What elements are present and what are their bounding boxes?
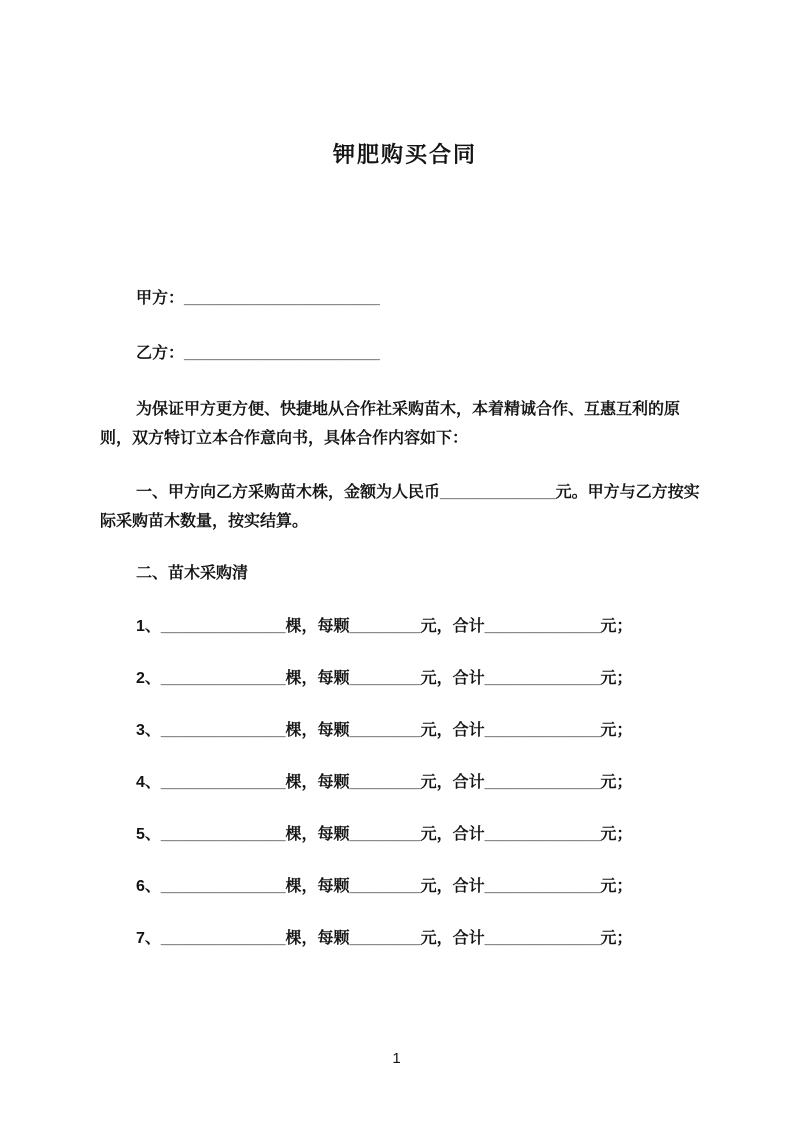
purchase-item-line-4: 4、______________棵，每颗________元，合计_____________元； — [136, 774, 633, 791]
party-b-line — [100, 343, 710, 365]
purchase-item-line-5: 5、______________棵，每颗________元，合计_____________元； — [136, 826, 633, 843]
page-number: 1 — [392, 1050, 401, 1067]
section-2-heading: 二、苗木采购清 — [136, 565, 249, 582]
party-a-line — [100, 288, 710, 310]
party-b-label: 乙方： — [136, 345, 185, 362]
purchase-item-line-1: 1、______________棵，每颗________元，合计_____________元； — [136, 618, 633, 635]
party-a-label: 甲方： — [136, 290, 185, 307]
document-title: 钾肥购买合同 — [332, 142, 477, 167]
purchase-item-line-3: 3、______________棵，每颗________元，合计_____________元； — [136, 722, 633, 739]
party-a-blank: ______________________ — [184, 290, 380, 307]
party-b-blank: ______________________ — [184, 345, 380, 362]
purchase-item-line-7: 7、______________棵，每颗________元，合计_____________元； — [136, 930, 633, 947]
purchase-item-line-2: 2、______________棵，每颗________元，合计_____________元； — [136, 670, 633, 687]
intro-paragraph: 为保证甲方更方便、快捷地从合作社采购苗木，本着精诚合作、互惠互利的原则，双方特订立本合作意向书，具体合作内容如下： — [100, 401, 681, 447]
section-1-paragraph: 一、甲方向乙方采购苗木株，金额为人民币_____________元。甲方与乙方按实际采购苗木数量，按实结算。 — [100, 484, 700, 530]
purchase-item-line-6: 6、______________棵，每颗________元，合计_____________元； — [136, 878, 633, 895]
